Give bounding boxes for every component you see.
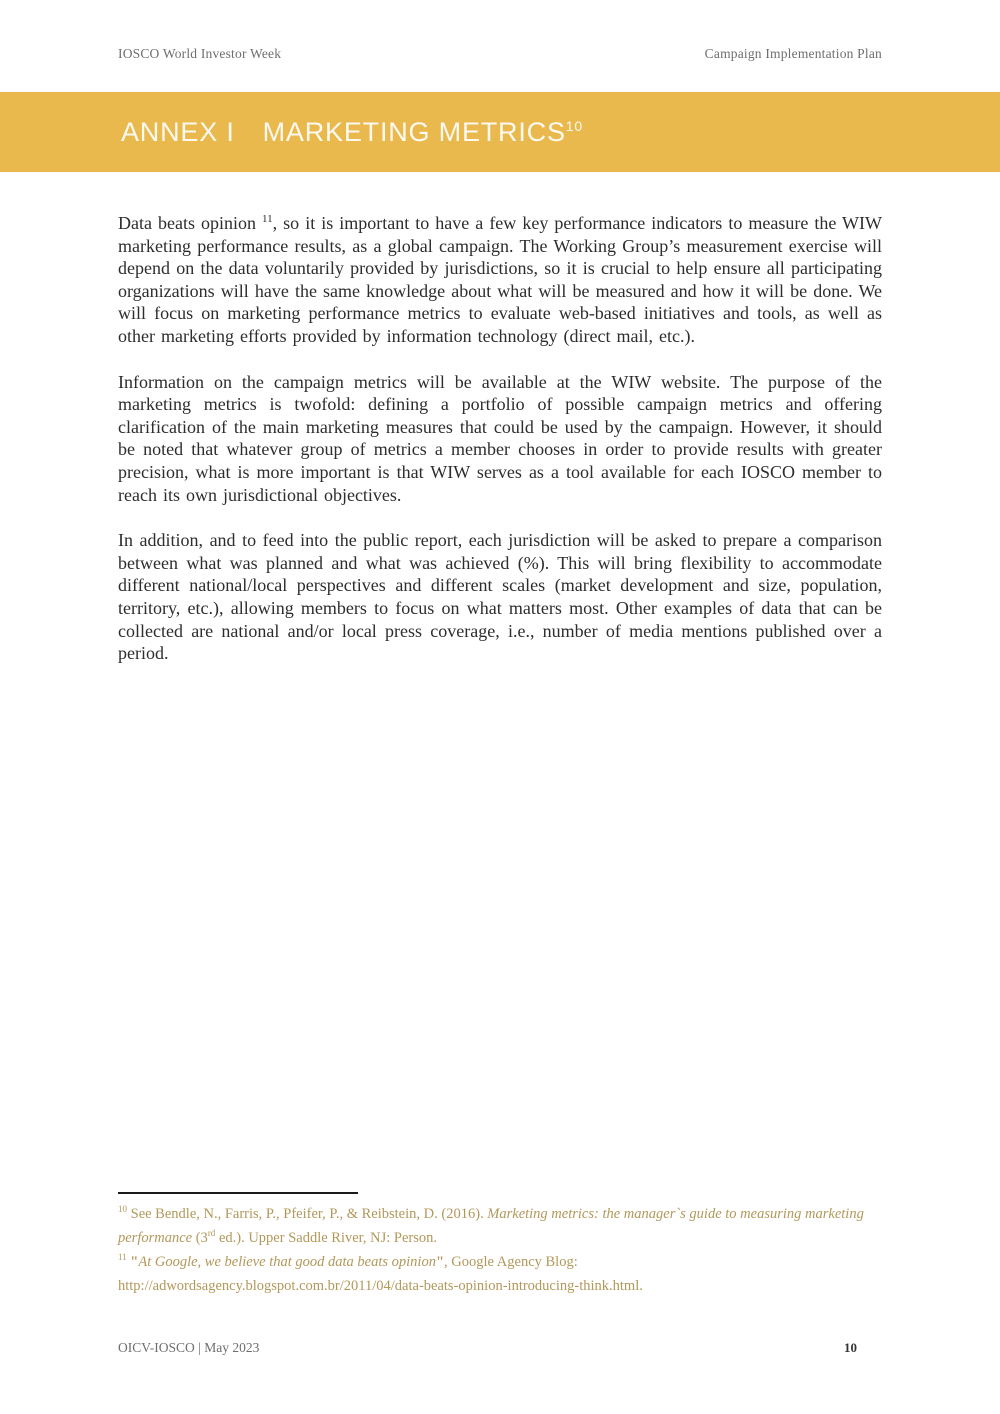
header-right-text: Campaign Implementation Plan xyxy=(704,46,882,61)
footnote-10-edition: (3 xyxy=(192,1230,208,1246)
footnote-10 xyxy=(118,1202,882,1250)
running-header xyxy=(118,46,882,62)
annex-title-banner xyxy=(0,92,1000,172)
footnote-11-open-quote: " xyxy=(126,1254,139,1270)
footer-left-text: OICV-IOSCO | May 2023 xyxy=(118,1340,260,1355)
footnote-11-quote-italic: At Google, we believe that good data beats opinion xyxy=(138,1254,436,1270)
page-number: 10 xyxy=(844,1340,857,1355)
footnote-10-title-italic: Marketing metrics: the manager`s guide to measuring marketing performance xyxy=(118,1206,864,1246)
body-text xyxy=(118,212,882,688)
footnote-ref-11: 11 xyxy=(262,213,273,225)
title-text: MARKETING METRICS xyxy=(262,116,566,147)
paragraph-1 xyxy=(118,212,882,348)
title-footnote-ref: 10 xyxy=(565,117,583,134)
annex-label: ANNEX I xyxy=(121,116,235,147)
footnote-10-tail: ed.). Upper Saddle River, NJ: Person. xyxy=(215,1230,438,1246)
footnote-10-text: See Bendle, N., Farris, P., Pfeifer, P., & Reibstein, D. (2016). xyxy=(127,1206,488,1222)
paragraph-3: In addition, and to feed into the public report, each jurisdiction will be asked to prepare a comparison between what was planned and what was achieved (%). This will bring flexibility to accommodate different national/local perspectives and different scales (market development and size, population, territory, etc.), allowing members to focus on what matters most. Other examples of data that can be collected are national and/or local press coverage, i.e., number of media mentions published over a period. xyxy=(118,530,882,664)
page-footer xyxy=(118,1340,857,1356)
page-title xyxy=(121,117,583,148)
footnote-10-ordinal: rd xyxy=(207,1228,216,1239)
header-left-text: IOSCO World Investor Week xyxy=(118,46,282,61)
footnote-11-close-quote: " xyxy=(435,1254,445,1270)
footnote-separator-rule xyxy=(118,1192,358,1194)
footnotes-section xyxy=(118,1192,882,1298)
paragraph-1-text: Data beats opinion xyxy=(118,213,263,233)
footnote-11 xyxy=(118,1250,882,1298)
paragraph-2: Information on the campaign metrics will be available at the WIW website. The purpose of the marketing metrics is twofold: defining a portfolio of possible campaign metrics and offering clarification of the main marketing measures that could be used by the campaign. However, it should be noted that whatever group of metrics a member chooses in order to provide results with greater precision, what is more important is that WIW serves as a tool available for each IOSCO member to reach its own jurisdictional objectives. xyxy=(118,371,882,505)
footnote-11-source: , Google Agency Blog: xyxy=(444,1254,578,1270)
footnote-11-marker: 11 xyxy=(118,1252,127,1263)
paragraph-1-text-cont: , so it is important to have a few key performance indicators to measure the WIW marketing performance results, as a global campaign. The Working Group’s measurement exercise will depend on the data voluntarily provided by jurisdictions, so it is crucial to help ensure all participating organizations will have the same knowledge about what will be measured and how it will be done. We will focus on marketing performance metrics to evaluate web-based initiatives and tools, as well as other marketing efforts provided by information technology (direct mail, etc.). xyxy=(118,213,882,346)
footnote-11-url: http://adwordsagency.blogspot.com.br/2011/04/data-beats-opinion-introducing-think.html. xyxy=(118,1278,643,1294)
footnote-10-marker: 10 xyxy=(118,1204,127,1215)
